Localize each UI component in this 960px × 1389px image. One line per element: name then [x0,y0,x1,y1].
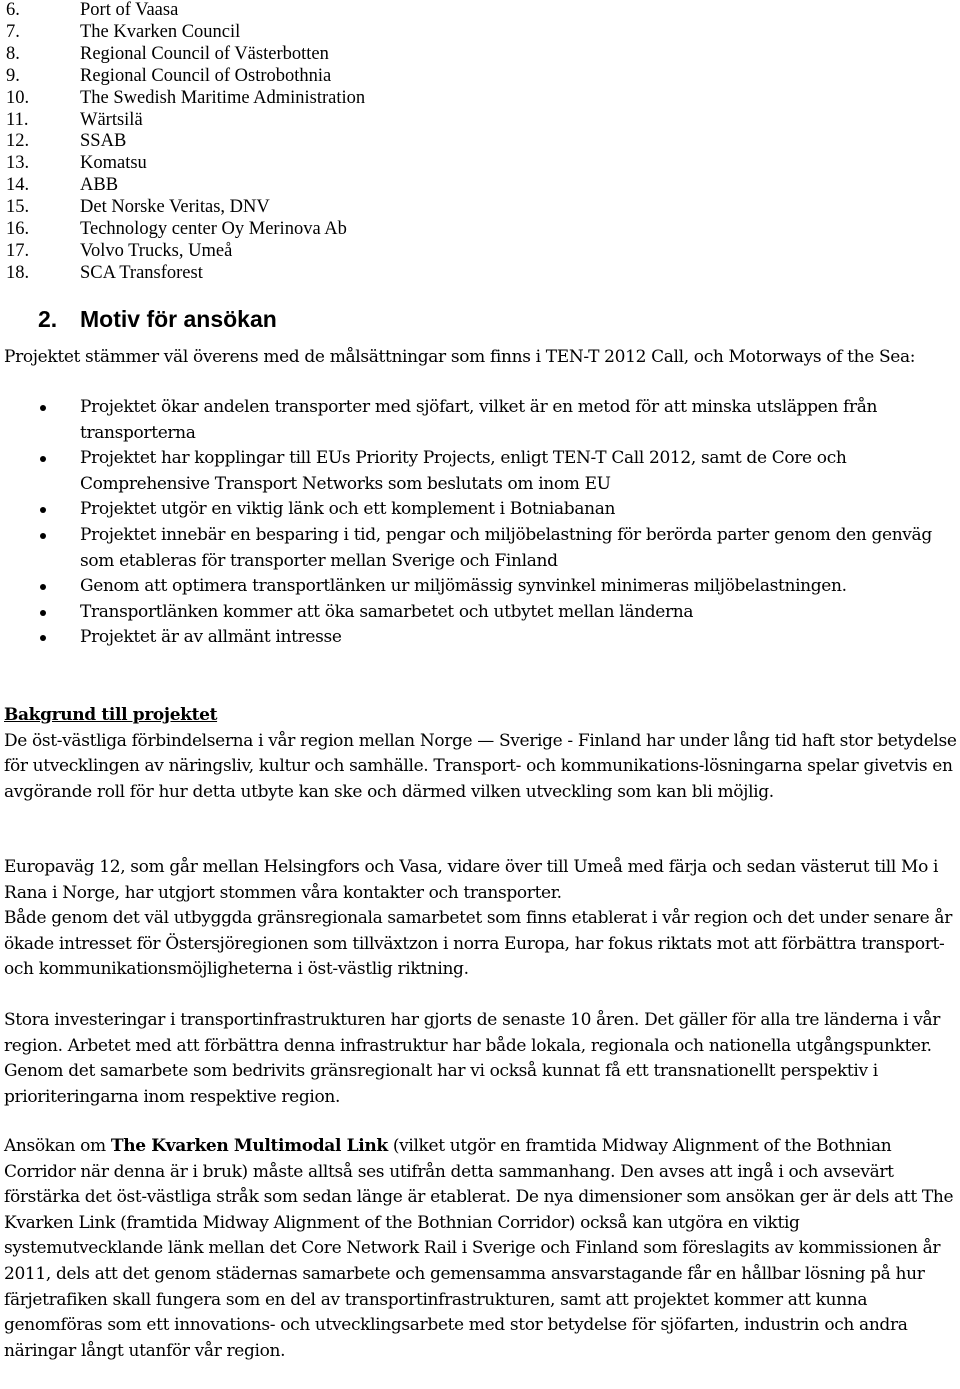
bullet-item: Projektet har kopplingar till EUs Priority Projects, enligt TEN-T Call 2012, samt de Core och Comprehensive Transport Networks som beslutats om inom EU [0,446,955,497]
list-item: 16. Technology center Oy Merinova Ab [6,219,347,240]
organization-list [6,0,365,285]
bullet-item: Genom att optimera transportlänken ur miljömässig synvinkel minimeras miljöbelastningen. [0,574,955,600]
section-intro: Projektet stämmer väl överens med de målsättningar som finns i TEN-T 2012 Call, och Motorways of the Sea: [4,347,916,367]
bullet-item: Projektet är av allmänt intresse [0,625,955,651]
section-title: Motiv för ansökan [80,306,277,332]
bullet-icon [40,584,46,590]
bullet-item: Projektet ökar andelen transporter med sjöfart, vilket är en metod för att minska utsläppen från transporterna [0,395,955,446]
project-name: The Kvarken Multimodal Link [110,1136,388,1156]
background-paragraph: Stora investeringar i transportinfrastrukturen har gjorts de senaste 10 åren. Det gäller för alla tre länderna i vår region. Arbetet med att förbättra denna infrastruktur har både lokala, regionala och nationella utgångspunkter. Genom det samarbete som bedrivits gränsregionalt har vi också kunnat få ett transnationellt perspektiv i prioriteringarna inom respektive region. [4,1010,941,1107]
list-item: 13. Komatsu [6,153,147,174]
bullet-icon [40,405,46,411]
background-paragraph: De öst-västliga förbindelserna i vår region mellan Norge — Sverige - Finland har under lång tid haft stor betydelse för utvecklingen av näringsliv, kultur och samhälle. Transport- och kommunikations-lösningarna spelar givetvis en avgörande roll för hur detta utbyte kan ske och därmed vilken utveckling som kan bli möjlig. [4,730,957,802]
section-heading [38,306,277,333]
section-number: 2. [38,306,58,332]
bullet-item: Projektet utgör en viktig länk och ett komplement i Botniabanan [0,497,955,523]
list-item: 9. Regional Council of Ostrobothnia [6,65,332,86]
background-paragraph: Både genom det väl utbyggda gränsregionala samarbetet som finns etablerat i vår region och det under senare år ökade intresset för Östersjöregionen som tillväxtzon i norra Europa, har fokus riktats mot att förbättra transport- och kommunikationsmöjligheterna i öst-västlig riktning. [4,908,952,980]
bullet-icon [40,533,46,539]
list-item: 18. SCA Transforest [6,262,203,283]
list-item: 17. Volvo Trucks, Umeå [6,240,233,261]
list-item: 10. The Swedish Maritime Administration [6,87,366,108]
background-section-1 [4,703,959,805]
bullet-icon [40,610,46,616]
background-section-2 [4,855,959,983]
background-paragraph: Ansökan om The Kvarken Multimodal Link (vilket utgör en framtida Midway Alignment of the Bothnian Corridor när denna är i bruk) måste alltså ses utifrån detta sammanhang. Den avses att ingå i och avsevärt förstärka det öst-västliga stråk som sedan länge är etablerat. De nya dimensioner som ansökan ger är dels att The Kvarken Link (framtida Midway Alignment of the Bothnian Corridor) också kan utgöra en viktig systemutvecklande länk mellan det Core Network Rail i Sverige och Finland som föreslagits av kommissionen år 2011, dels att det genom städernas samarbete och gemensamma ansvarstagande får en hållbar lösning på hur färjetrafiken skall fungera som en del av transportinfrastrukturen, samt att projektet kommer att kunna genomföras som ett innovations- och utvecklingsarbete med stor betydelse för sjöfarten, industrin och andra näringar långt utanför vår region. [4,1136,954,1361]
list-item: 6. Port of Vaasa [6,0,179,20]
bullet-icon [40,507,46,513]
bullet-icon [40,456,46,462]
background-paragraph: Europaväg 12, som går mellan Helsingfors och Vasa, vidare över till Umeå med färja och sedan västerut till Mo i Rana i Norge, har utgjort stommen våra kontakter och transporter. [4,857,939,903]
list-item: 15. Det Norske Veritas, DNV [6,197,270,218]
list-item: 12. SSAB [6,131,127,152]
bullet-icon [40,635,46,641]
bullet-item: Projektet innebär en besparing i tid, pengar och miljöbelastning för berörda parter genom den genväg som etableras för transporter mellan Sverige och Finland [0,523,955,574]
list-item: 8. Regional Council of Västerbotten [6,43,329,64]
background-heading: Bakgrund till projektet [4,705,218,725]
list-item: 11. Wärtsilä [6,109,143,130]
list-item: 14. ABB [6,175,119,196]
bullet-item: Transportlänken kommer att öka samarbetet och utbytet mellan länderna [0,600,955,626]
motivation-bullet-list [0,395,955,651]
list-item: 7. The Kvarken Council [6,21,241,42]
